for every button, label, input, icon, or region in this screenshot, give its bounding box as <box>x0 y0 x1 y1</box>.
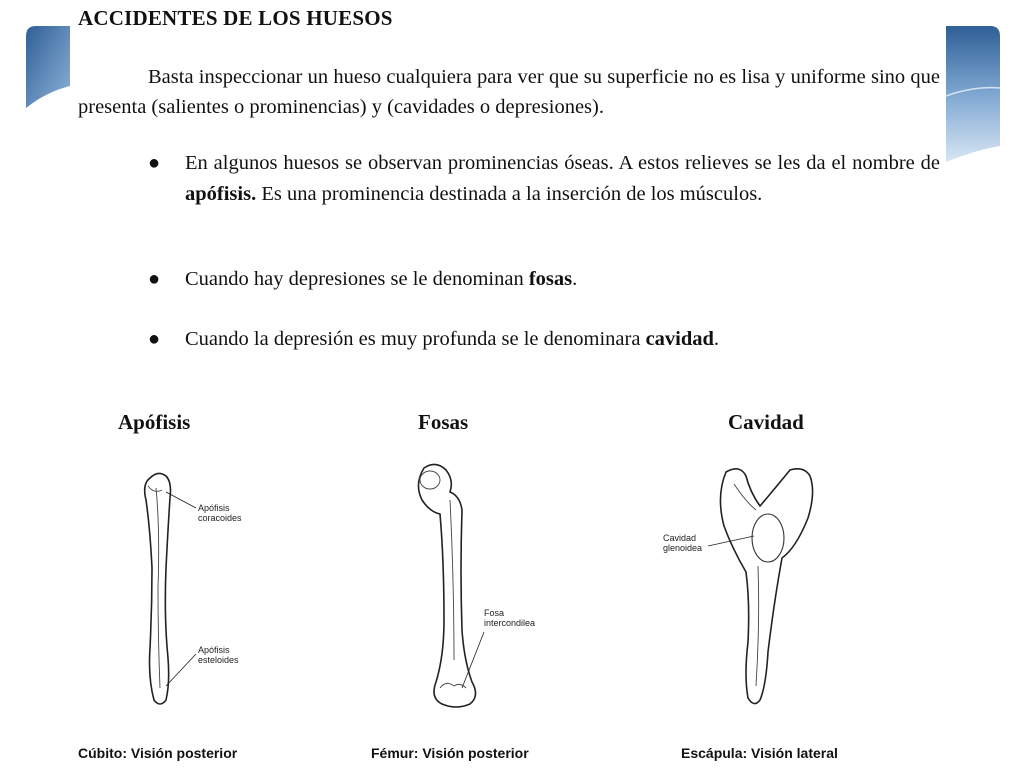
bullet-dot-icon: ● <box>148 328 161 350</box>
label-cavidad-glenoidea: Cavidad glenoidea <box>663 533 703 553</box>
left-corner-ribbon <box>26 26 70 108</box>
figure-title-apofisis: Apófisis <box>118 410 191 434</box>
caption-femur: Fémur: Visión posterior <box>371 745 529 761</box>
bullet-text: En algunos huesos se observan prominencias óseas. A estos relieves se les da el nombre de apófisis. Es una prominencia destinada a la inserción de los músculos. <box>185 152 940 205</box>
bullet-dot-icon: ● <box>148 152 161 174</box>
document-title: ACCIDENTES DE LOS HUESOS <box>78 6 393 30</box>
right-corner-ribbon <box>946 26 1000 162</box>
bold-term: fosas <box>528 268 573 290</box>
figure-title-cavidad: Cavidad <box>728 410 804 434</box>
femur-illustration <box>400 460 550 710</box>
label-fosa-intercondilea: Fosa intercondilea <box>484 608 536 628</box>
bullet-text: Cuando la depresión es muy profunda se le denominara cavidad. <box>185 328 720 350</box>
bullet-text: Cuando hay depresiones se le denominan fosas. <box>185 268 578 290</box>
caption-cubito: Cúbito: Visión posterior <box>78 745 238 761</box>
figure-title-fosas: Fosas <box>418 410 469 434</box>
bullet-dot-icon: ● <box>148 268 161 290</box>
label-apofisis-esteloides: Apófisis esteloides <box>198 645 239 665</box>
caption-escapula: Escápula: Visión lateral <box>681 745 838 761</box>
label-apofisis-coracoides: Apófisis coracoides <box>198 503 242 523</box>
intro-paragraph: Basta inspeccionar un hueso cualquiera para ver que su superficie no es lisa y uniforme sino que presenta (salientes o prominencias) y (cavidades o depresiones). <box>78 66 940 118</box>
bold-term: apófisis. <box>185 183 257 205</box>
bold-term: cavidad <box>645 328 714 350</box>
scapula-illustration <box>650 462 840 712</box>
